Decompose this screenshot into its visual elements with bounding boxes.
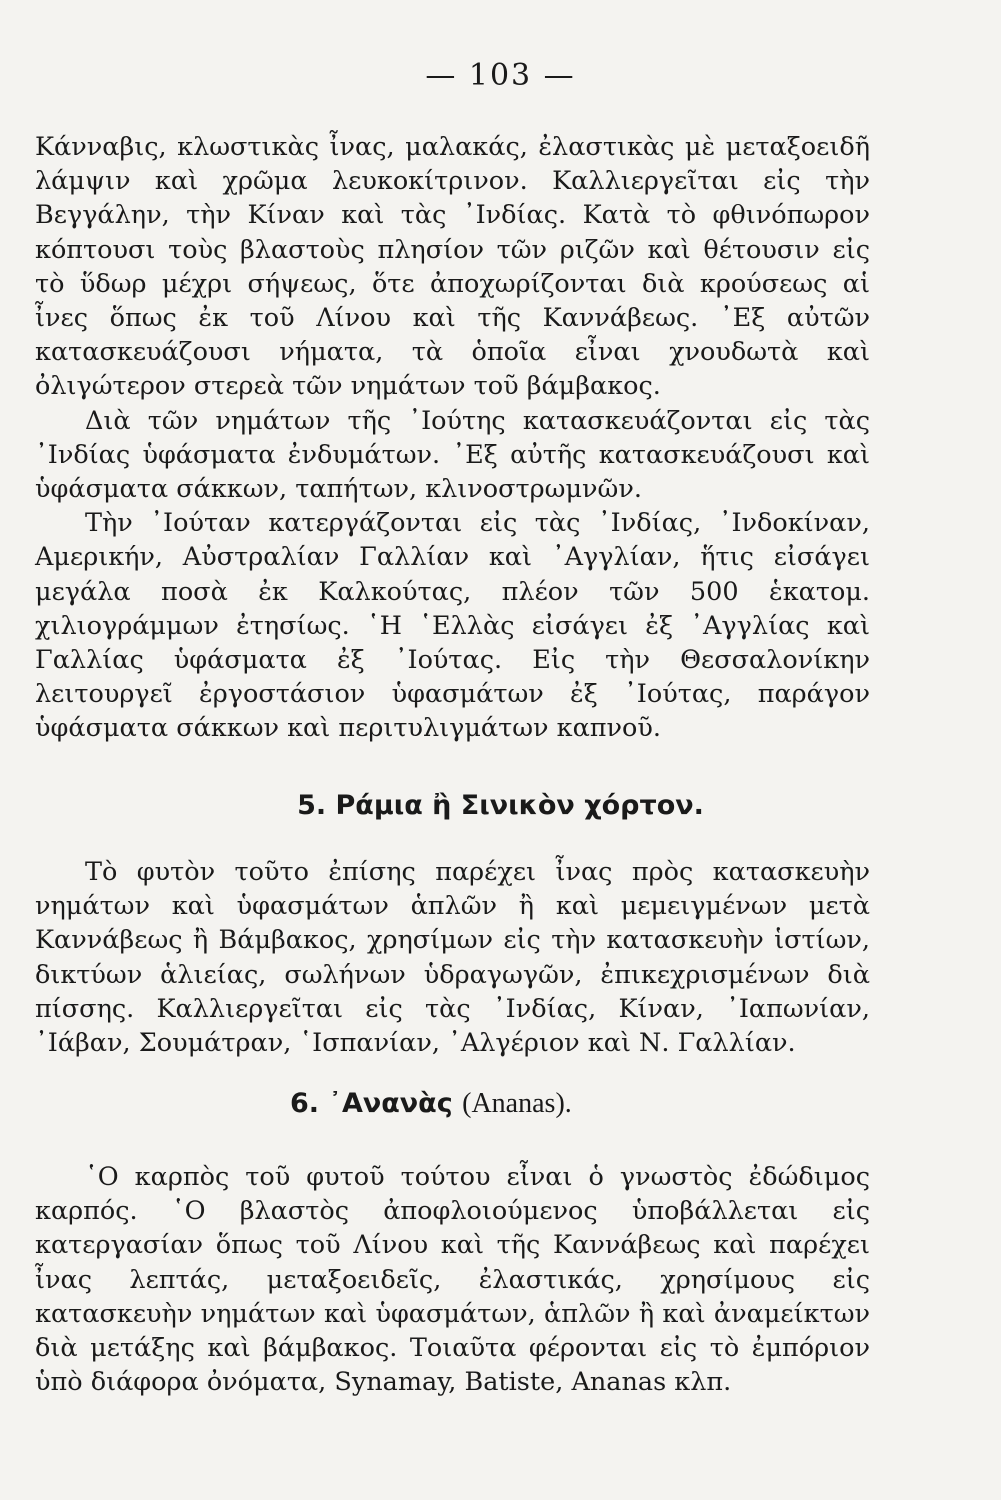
section-5-heading: 5. Ράμια ἢ Σινικὸν χόρτον. <box>297 790 704 821</box>
section-4-text <box>35 130 870 746</box>
paragraph: Τὸ φυτὸν τοῦτο ἐπίσης παρέχει ἶνας πρὸς κατασκευὴν νημάτων καὶ ὑφασμάτων ἁπλῶν ἢ καὶ μεμειγμένων μετὰ Καννάβεως ἢ Βάμβακος, χρησίμων εἰς τὴν κατασκευὴν ἱστίων, δικτύων ἁλιείας, σωλήνων ὑδραγωγῶν, ἐπικεχρισμένων διὰ πίσσης. Καλλιεργεῖται εἰς τὰς ᾿Ινδίας, Κίναν, ᾿Ιαπωνίαν, ᾿Ιάβαν, Σουμάτραν, ῾Ισπανίαν, ᾿Αλγέριον καὶ Ν. Γαλλίαν. <box>35 857 870 1059</box>
page-number: — 103 — <box>425 58 576 93</box>
section-6-text <box>35 1160 870 1399</box>
section-6-heading-title: 6. ᾿Ανανὰς <box>290 1088 453 1119</box>
section-6-heading <box>290 1088 572 1120</box>
section-6-heading-latin: (Ananas). <box>462 1088 572 1119</box>
paragraph: Κάνναβις, κλωστικὰς ἶνας, μαλακάς, ἐλαστικὰς μὲ μεταξοειδῆ λάμψιν καὶ χρῶμα λευκοκίτρινον. Καλλιεργεῖται εἰς τὴν Βεγγάλην, τὴν Κίναν καὶ τὰς ᾿Ινδίας. Κατὰ τὸ φθινόπωρον κόπτουσι τοὺς βλαστοὺς πλησίον τῶν ριζῶν καὶ θέτουσιν εἰς τὸ ὕδωρ μέχρι σήψεως, ὅτε ἀποχωρίζονται διὰ κρούσεως αἱ ἶνες ὅπως ἐκ τοῦ Λίνου καὶ τῆς Καννάβεως. ᾿Εξ αὐτῶν κατασκευάζουσι νήματα, τὰ ὁποῖα εἶναι χνουδωτὰ καὶ ὀλιγώτερον στερεὰ τῶν νημάτων τοῦ βάμβακος. <box>35 132 870 402</box>
section-5-text <box>35 855 870 1060</box>
paragraph: Διὰ τῶν νημάτων τῆς ᾿Ιούτης κατασκευάζονται εἰς τὰς ᾿Ινδίας ὑφάσματα ἐνδυμάτων. ᾿Εξ αὐτῆς κατασκευάζουσι καὶ ὑφάσματα σάκκων, ταπήτων, κλινοστρωμνῶν. <box>35 405 870 505</box>
paragraph: Τὴν ᾿Ιούταν κατεργάζονται εἰς τὰς ᾿Ινδίας, ᾿Ινδοκίναν, Αμερικήν, Αὐστραλίαν Γαλλίαν καὶ ᾿Αγγλίαν, ἥτις εἰσάγει μεγάλα ποσὰ ἐκ Καλκούτας, πλέον τῶν 500 ἑκατομ. χιλιογράμμων ἐτησίως. ῾Η ῾Ελλὰς εἰσάγει ἐξ ᾿Αγγλίας καὶ Γαλλίας ὑφάσματα ἐξ ᾿Ιούτας. Εἰς τὴν Θεσσαλονίκην λειτουργεῖ ἐργοστάσιον ὑφασμάτων ἐξ ᾿Ιούτας, παράγον ὑφάσματα σάκκων καὶ περιτυλιγμάτων καπνοῦ. <box>35 508 870 744</box>
paragraph: ῾Ο καρπὸς τοῦ φυτοῦ τούτου εἶναι ὁ γνωστὸς ἐδώδιμος καρπός. ῾Ο βλαστὸς ἀποφλοιούμενος ὑποβάλλεται εἰς κατεργασίαν ὅπως τοῦ Λίνου καὶ τῆς Καννάβεως καὶ παρέχει ἶνας λεπτάς, μεταξοειδεῖς, ἐλαστικάς, χρησίμους εἰς κατασκευὴν νημάτων καὶ ὑφασμάτων, ἁπλῶν ἢ καὶ ἀναμείκτων διὰ μετάξης καὶ βάμβακος. Τοιαῦτα φέρονται εἰς τὸ ἐμπόριον ὑπὸ διάφορα ὀνόματα, Synamay, Batiste, Ananas κλπ. <box>35 1162 870 1398</box>
